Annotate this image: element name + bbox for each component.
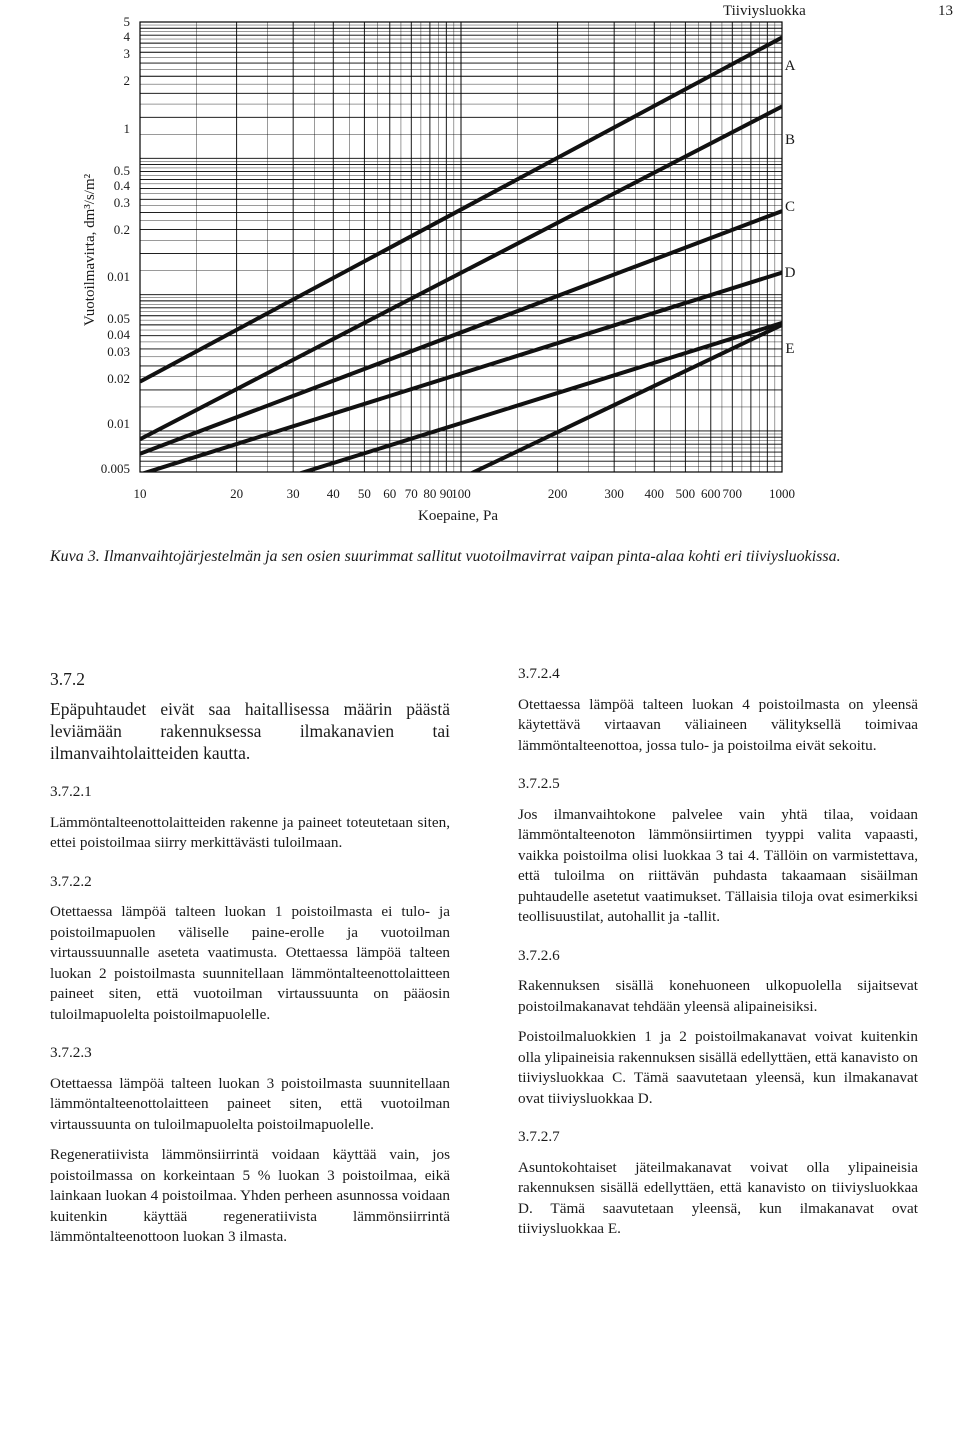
class-header-label: Tiiviysluokka <box>723 3 806 19</box>
leakage-chart <box>0 0 960 540</box>
section-number: 3.7.2.2 <box>50 872 92 890</box>
y-tick-label: 4 <box>123 29 130 44</box>
section-number: 3.7.2.7 <box>518 1128 560 1145</box>
section-number: 3.7.2.5 <box>518 775 560 792</box>
section-number: 3.7.2.1 <box>50 783 92 800</box>
series-label: D <box>784 265 796 281</box>
y-axis-label: Vuotoilmavirta, dm³/s/m² <box>82 173 98 327</box>
section-text: Asuntokohtaiset jäteilmakanavat voivat olla ylipaineisia rakennuksen sisällä edellyttäen, että kanavisto on tiiviysluokkaa D. Tämä saavutetaan yleensä, kun ilmakanavat ovat tiiviysluokkaa E. <box>518 1158 918 1237</box>
x-tick-label: 30 <box>286 486 300 501</box>
y-tick-label: 0.01 <box>107 416 130 431</box>
series-label: A <box>784 58 796 74</box>
section-number: 3.7.2.6 <box>518 946 560 964</box>
x-tick-label: 70 <box>404 486 418 501</box>
section-text: Lämmöntalteenottolaitteiden rakenne ja paineet toteutetaan siten, ettei poistoilmaa siirry merkittävästi tuloilmaan. <box>50 813 450 851</box>
x-tick-label: 100 <box>451 486 471 501</box>
section-text: Rakennuksen sisällä konehuoneen ulkopuolella sijaitsevat poistoilmakanavat tehdään yleensä alipaineisiksi. <box>518 977 918 1015</box>
section-text: Jos ilmanvaihtokone palvelee vain yhtä tilaa, voidaan lämmöntalteenoton lämmönsiirtimen tyyppi valita vapaasti, vaikka poistoilma olisi luokkaa 3 tai 4. Tällöin on varmistettava, että tuloilma on riittävän puhdasta takaamaan sisäilman puhtaudelle asetetut vaatimukset. Tällaisia tiloja ovat esimerkiksi teollisuustilat, autohallit ja -tallit. <box>518 805 918 925</box>
x-tick-label: 1000 <box>769 486 795 501</box>
series-label: B <box>784 132 796 148</box>
x-tick-label: 90 <box>439 486 453 501</box>
section-number: 3.7.2.4 <box>518 665 560 682</box>
series-line-extra <box>461 325 782 478</box>
section-text: Poistoilmaluokkien 1 ja 2 poistoilmakanavat voivat kuitenkin olla ylipaineisia rakennuksen sisällä edellyttäen, että kanavisto on tiiviysluokkaa C. Tämä saavutetaan yleensä, kun ilmakanavat ovat tiiviysluokkaa D. <box>518 1028 918 1107</box>
y-tick-label: 5 <box>123 14 130 29</box>
y-tick-label: 0.4 <box>113 178 130 193</box>
section-text: Otettaessa lämpöä talteen luokan 4 poistoilmasta on yleensä käytettävä virtaavan väliaineen välityksellä toimivaa lämmöntalteenottoa, jossa tulo- ja poistoilma eivät sekoitu. <box>518 695 918 754</box>
y-tick-label: 0.5 <box>113 163 130 178</box>
section-number: 3.7.2.3 <box>50 1044 92 1061</box>
y-tick-label: 0.3 <box>113 195 130 210</box>
x-tick-label: 300 <box>604 486 624 501</box>
y-tick-label: 3 <box>123 46 130 61</box>
series-label: C <box>784 199 796 215</box>
x-tick-label: 80 <box>423 486 437 501</box>
section-text: Otettaessa lämpöä talteen luokan 1 poistoilmasta ei tulo- ja poistoilmapuolen väliselle paine-erolle ja vuotoilman virtaussuunnalle aseteta vaatimusta. Otettaessa lämpöä talteen luokan 2 poistoilmasta suunnitellaan lämmöntalteenottolaitteen paineet siten, että vuotoilman virtaussuunta on pääosin tuloilmapuolelta poistoilmapuolelle. <box>50 903 450 1023</box>
y-tick-label: 0.005 <box>100 461 130 476</box>
left-column <box>50 668 450 1248</box>
y-tick-label: 1 <box>123 121 130 136</box>
x-tick-label: 500 <box>675 486 696 501</box>
right-column <box>518 664 918 1240</box>
section-text: Regeneratiivista lämmönsiirrintä voidaan käyttää vain, jos poistoilmassa on korkeintaan 5 % luokan 3 poistoilmaa, eikä lainkaan luokan 4 poistoilmaa. Yhden perheen asunnossa voidaan kuitenkin käyttää regeneratiivista lämmönsiirrintä lämmöntalteenottoon luokan 3 ilmasta. <box>50 1146 450 1245</box>
x-tick-label: 40 <box>326 486 340 501</box>
figure-caption: Kuva 3. Ilmanvaihtojärjestelmän ja sen osien suurimmat sallitut vuotoilmavirrat vaipan pinta-alaa kohti eri tiiviysluokissa. <box>50 548 841 565</box>
page-number: 13 <box>938 3 953 19</box>
x-tick-label: 400 <box>644 486 665 501</box>
series-label: E <box>785 341 795 357</box>
y-tick-label: 0.02 <box>107 371 130 386</box>
x-tick-label: 700 <box>722 486 743 501</box>
y-tick-label: 0.04 <box>107 327 130 342</box>
x-tick-label: 10 <box>133 486 147 501</box>
section-text: Otettaessa lämpöä talteen luokan 3 poistoilmasta suunnitellaan lämmöntalteenottolaitteen paineet siten, että vuotoilman virtaussuunta on tuloilmapuolelta poistoilmapuolelle. <box>50 1074 450 1133</box>
section-number: 3.7.2 <box>50 669 85 689</box>
y-tick-label: 0.01 <box>107 269 130 284</box>
y-tick-label: 0.03 <box>107 344 130 359</box>
x-tick-label: 600 <box>701 486 721 501</box>
x-tick-label: 60 <box>383 486 397 501</box>
x-tick-label: 50 <box>357 486 371 501</box>
y-tick-label: 0.05 <box>107 311 130 326</box>
section-text: Epäpuhtaudet eivät saa haitallisessa määrin päästä leviämään rakennuksessa ilmakanavien tai ilmanvaihtolaitteiden kautta. <box>50 699 450 763</box>
x-tick-label: 20 <box>230 486 244 501</box>
y-tick-label: 0.2 <box>113 222 130 237</box>
x-axis-label: Koepaine, Pa <box>418 508 498 524</box>
x-tick-label: 200 <box>547 486 568 501</box>
y-tick-label: 2 <box>123 73 130 88</box>
